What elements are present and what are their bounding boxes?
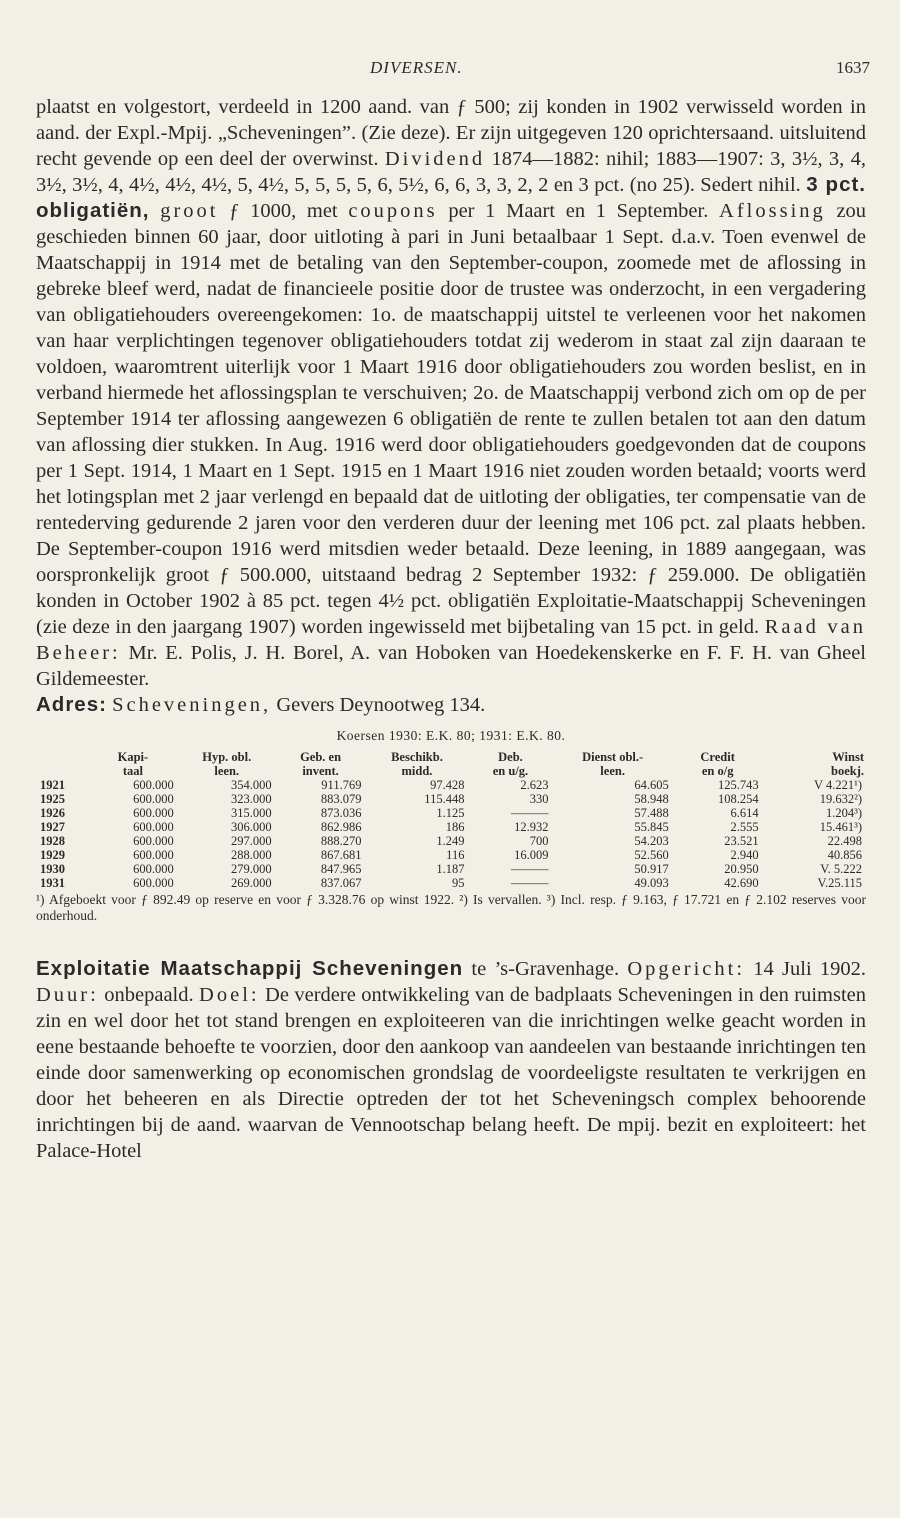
table-cell: 15.461³) — [819, 820, 862, 834]
table-cell: 42.690 — [724, 876, 759, 890]
table-cell: 330 — [529, 792, 549, 806]
table-row — [36, 792, 866, 806]
table-cell: 6.614 — [730, 806, 759, 820]
table-header-row-1 — [36, 750, 866, 764]
table-cell: 911.769 — [321, 778, 362, 792]
column-header — [36, 764, 88, 778]
page-header — [36, 58, 870, 94]
table-cell: 288.000 — [231, 848, 272, 862]
column-header: Dienst obl.- — [582, 750, 644, 764]
table-cell: 19.632²) — [819, 792, 862, 806]
paragraph-exploitatie — [36, 956, 866, 1164]
text: 14 Juli 1902. — [753, 958, 867, 980]
table-cell: 54.203 — [634, 834, 669, 848]
year-cell: 1925 — [40, 792, 65, 806]
text: Mr. E. Polis, J. H. Borel, A. van Hoboken van Hoedekenskerke en F. F. H. van Gheel Gildemeester. — [36, 642, 867, 690]
financial-table — [36, 750, 866, 890]
text: zou geschieden binnen 60 jaar, door uitloting à pari in Juni betaalbaar 1 Sept. d.a.v. Toen evenwel de Maatschappij in 1914 met de betaling van den September-coupon, zoomede met de aflossing in gebreke bleef werd, nadat de financieele positie door de trustee was onderzocht, in een vergadering van obligatiehouders overeengekomen: 1o. de maatschappij uitstel te verleenen voor het nakomen van haar verplichtingen tegenover obligatiehouders totdat zij wederom in staat zal zijn daaraan te voldoen, waaromtrent uiterlijk voor 1 Maart 1916 door obligatiehouders zou worden beslist, en in verband hiermede het aflossingsplan te verschuiven; 2o. de Maatschappij verbond zich om op de per September 1914 ter aflossing aangewezen 6 obligatiën de rente te zullen betalen tot aan den datum van aflossing dier stukken. In Aug. 1916 werd door obligatiehouders goedgevonden dat de coupons per 1 Sept. 1914, 1 Maart en 1 Sept. 1915 en 1 Maart 1916 niet zouden worden betaald; voorts werd het lotingsplan met 2 jaar verlengd en bepaald dat de uitloting der obligaties, ter compensatie van de rentederving gedurende 2 jaren voor den verderen duur der leening met 106 pct. zal plaats hebben. De September-coupon 1916 werd mitsdien weder betaald. Deze leening, in 1889 aangegaan, was oorspronkelijk groot ƒ 500.000, uitstaand bedrag 2 September 1932: ƒ 259.000. De obligatiën konden in October 1902 à 85 pct. tegen 4½ pct. obligatiën Exploitatie-Maatschappij Scheveningen (zie deze in den jaargang 1907) worden ingewisseld met bijbetaling van 15 pct. in geld. — [36, 200, 867, 638]
table-cell: 108.254 — [717, 792, 759, 806]
table-row — [36, 806, 866, 820]
aflossing-label: Aflossing — [719, 200, 826, 222]
table-footnote: ¹) Afgeboekt voor ƒ 892.49 op reserve en voor ƒ 3.328.76 op winst 1922. ²) Is vervallen. ³) Incl. resp. ƒ 9.163, ƒ 17.721 en ƒ 2.102 reserves voor onderhoud. — [36, 892, 866, 923]
table-header-row-2 — [36, 764, 866, 778]
table-cell: V.25.115 — [817, 876, 862, 890]
raad-label: Raad van Beheer: — [36, 616, 866, 664]
year-cell: 1921 — [40, 778, 65, 792]
column-header: Deb. — [498, 750, 523, 764]
table-cell: 64.605 — [634, 778, 669, 792]
table-cell: 22.498 — [827, 834, 862, 848]
address-street: Gevers Deynootweg 134. — [276, 694, 486, 716]
opgericht-label: Opgericht: — [627, 958, 746, 980]
table-cell: 323.000 — [231, 792, 272, 806]
table-cell: 2.940 — [730, 848, 759, 862]
table-cell: 269.000 — [231, 876, 272, 890]
table-cell: 2.623 — [520, 778, 549, 792]
text: De verdere ontwikkeling van de badplaats Scheveningen in den ruimsten zin en wel door het tot stand brengen en exploiteeren van die inrichtingen welke geacht worden in eene bestaande behoefte te voorzien, door den aankoop van aandeelen van bestaande inrichtingen ten einde door samenwerking op economischen grondslag de voordeeligste resultaten te verkrijgen en door het beheeren en als Directie optreden der tot het Scheveningsch complex behoorende inrichtingen bij de aand. waarvan de Vennootschap belang heeft. De mpij. bezit en exploiteert: het Palace-Hotel — [36, 984, 866, 1162]
table-cell: 1.187 — [436, 862, 465, 876]
table-cell: 873.036 — [320, 806, 362, 820]
text: 1874—1882: nihil; 1883—1907: 3, 3½, 3, 4, 3½, 3½, 4, 4½, 4½, 4½, 5, 4½, 5, 5, 5, 5, 6, 5½, 6, 6, 3, 3, 2, 2 en 3 pct. (no 25). Sedert nihil. — [36, 148, 867, 196]
year-cell: 1927 — [40, 820, 65, 834]
table-cell: 600.000 — [133, 848, 174, 862]
table-cell: 354.000 — [231, 778, 272, 792]
table-cell: 600.000 — [133, 778, 174, 792]
table-cell: 862.986 — [320, 820, 362, 834]
table-cell: ——— — [510, 862, 549, 876]
table-cell: 600.000 — [133, 806, 174, 820]
year-cell: 1931 — [40, 876, 65, 890]
table-cell: 40.856 — [827, 848, 862, 862]
column-header: invent. — [302, 764, 339, 778]
year-cell: 1926 — [40, 806, 65, 820]
table-row — [36, 862, 866, 876]
address-label: Adres: — [36, 693, 107, 716]
table-cell: 16.009 — [514, 848, 549, 862]
address-city: Scheveningen, — [112, 694, 272, 716]
column-header: Beschikb. — [391, 750, 443, 764]
doel-label: Doel: — [199, 984, 260, 1006]
column-header: midd. — [401, 764, 433, 778]
column-header: boekj. — [831, 764, 864, 778]
table-cell: 700 — [529, 834, 549, 848]
table-cell: 23.521 — [724, 834, 759, 848]
dividend-label: Dividend — [384, 148, 486, 170]
table-row — [36, 834, 866, 848]
table-cell: 297.000 — [231, 834, 272, 848]
table-row — [36, 820, 866, 834]
obligation-label: 3 pct. obligatiën, — [36, 173, 866, 222]
table-cell: 600.000 — [133, 820, 174, 834]
text: per 1 Maart en 1 September. — [448, 200, 709, 222]
table-cell: 867.681 — [320, 848, 362, 862]
column-header: Winst — [832, 750, 864, 764]
text: ƒ 1000, met — [229, 200, 338, 222]
column-header: taal — [122, 764, 143, 778]
table-cell: 2.555 — [730, 820, 759, 834]
year-cell: 1930 — [40, 862, 65, 876]
table-cell: 116 — [446, 848, 465, 862]
groot-label: groot — [160, 200, 219, 222]
table-cell: 837.067 — [320, 876, 362, 890]
table-cell: V. 5.222 — [820, 862, 862, 876]
table-cell: 55.845 — [634, 820, 669, 834]
text: onbepaald. — [104, 984, 194, 1006]
table-cell: 115.448 — [424, 792, 465, 806]
year-cell: 1928 — [40, 834, 65, 848]
column-header: en o/g — [701, 764, 734, 778]
table-cell: 600.000 — [133, 876, 174, 890]
table-cell: ——— — [510, 806, 549, 820]
text: plaatst en volgestort, verdeeld in 1200 aand. van ƒ 500; zij konden in 1902 verwisseld worden in aand. der Expl.-Mpij. „Scheveningen”. (Zie deze). Er zijn uitgegeven 120 oprichtersaand. uitsluitend recht gevende op een deel der overwinst. — [36, 96, 866, 170]
table-cell: 1.125 — [436, 806, 465, 820]
table-cell: ——— — [510, 876, 549, 890]
table-cell: 12.932 — [514, 820, 549, 834]
paragraph-dividend-and-bonds — [36, 94, 866, 692]
table-cell: 279.000 — [231, 862, 272, 876]
column-header: Hyp. obl. — [202, 750, 252, 764]
table-cell: 20.950 — [724, 862, 759, 876]
coupons-label: coupons — [348, 200, 438, 222]
page — [36, 58, 870, 1164]
table-cell: 1.204³) — [825, 806, 862, 820]
column-header: leen. — [600, 764, 625, 778]
table-cell: 600.000 — [133, 792, 174, 806]
column-header: Geb. en — [300, 750, 342, 764]
table-cell: 52.560 — [634, 848, 669, 862]
table-caption: Koersen 1930: E.K. 80; 1931: E.K. 80. — [336, 728, 566, 743]
table-cell: 49.093 — [634, 876, 669, 890]
table-cell: 57.488 — [634, 806, 669, 820]
table-cell: 125.743 — [717, 778, 759, 792]
table-row — [36, 848, 866, 862]
table-cell: 50.917 — [634, 862, 669, 876]
column-header: Kapi- — [117, 750, 149, 764]
text: te ’s-Gravenhage. — [471, 958, 620, 980]
table-cell: 883.079 — [320, 792, 362, 806]
table-cell: 600.000 — [133, 862, 174, 876]
table-cell: 306.000 — [231, 820, 272, 834]
table-cell: 847.965 — [320, 862, 362, 876]
table-cell: 1.249 — [436, 834, 465, 848]
table-cell: 186 — [445, 820, 465, 834]
table-cell: 888.270 — [320, 834, 362, 848]
table-cell: 315.000 — [231, 806, 272, 820]
table-cell: 58.948 — [634, 792, 669, 806]
table-cell: V 4.221¹) — [814, 778, 862, 792]
column-header: leen. — [214, 764, 240, 778]
table-row — [36, 876, 866, 890]
duur-label: Duur: — [36, 984, 99, 1006]
column-header: en u/g. — [492, 764, 529, 778]
column-header: Credit — [700, 750, 735, 764]
company-name: Exploitatie Maatschappij Scheveningen — [36, 957, 464, 980]
table-cell: 95 — [451, 876, 465, 890]
column-header — [36, 750, 88, 764]
section-gap — [36, 924, 866, 956]
page-number: 1637 — [836, 58, 870, 77]
running-title: DIVERSEN. — [370, 58, 463, 77]
table-cell: 600.000 — [133, 834, 174, 848]
table-row — [36, 778, 866, 792]
table-cell: 97.428 — [430, 778, 465, 792]
year-cell: 1929 — [40, 848, 65, 862]
address-line — [36, 692, 866, 718]
